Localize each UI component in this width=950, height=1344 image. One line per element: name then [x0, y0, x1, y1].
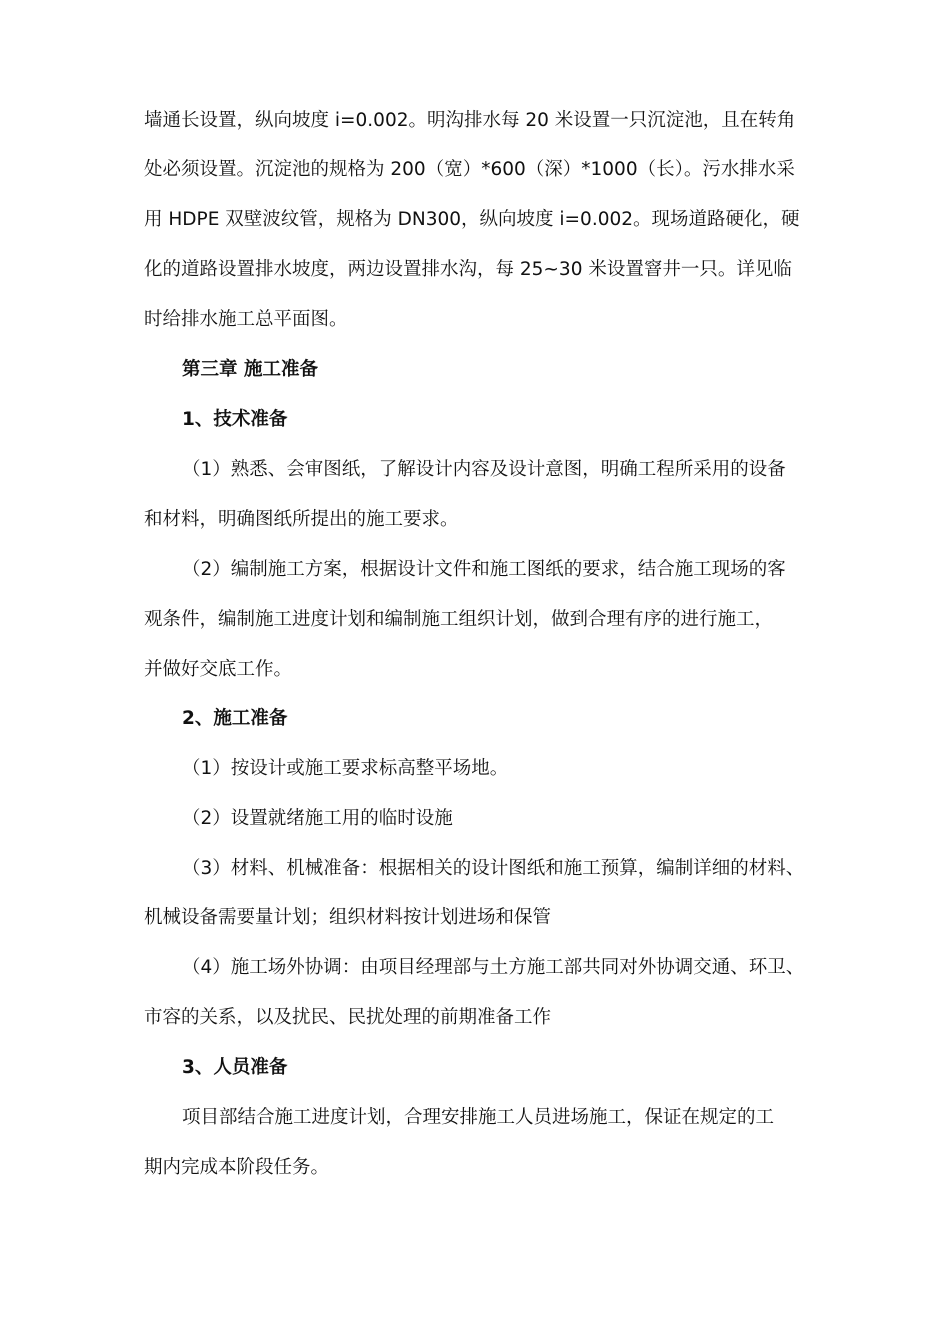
paragraph-line: 市容的关系，以及扰民、民扰处理的前期准备工作: [144, 1007, 552, 1028]
paragraph-line: 墙通长设置，纵向坡度 i=0.002。明沟排水每 20 米设置一只沉淀池，且在转角: [144, 110, 796, 131]
paragraph-line: 用 HDPE 双壁波纹管，规格为 DN300，纵向坡度 i=0.002。现场道路硬化，硬: [144, 209, 800, 230]
section-heading: 2、施工准备: [182, 708, 288, 729]
section-heading: 1、技术准备: [182, 409, 288, 430]
paragraph-line: 观条件，编制施工进度计划和编制施工组织计划，做到合理有序的进行施工，: [144, 609, 774, 630]
paragraph-line: （2）设置就绪施工用的临时设施: [182, 808, 453, 829]
paragraph-line: 机械设备需要量计划；组织材料按计划进场和保管: [144, 907, 552, 928]
chapter-heading: 第三章 施工准备: [182, 359, 318, 380]
section-heading: 3、人员准备: [182, 1057, 288, 1078]
paragraph-line: 期内完成本阶段任务。: [144, 1157, 330, 1178]
paragraph-line: （2）编制施工方案，根据设计文件和施工图纸的要求，结合施工现场的客: [182, 559, 786, 580]
paragraph-line: 和材料，明确图纸所提出的施工要求。: [144, 509, 459, 530]
paragraph-line: （1）按设计或施工要求标高整平场地。: [182, 758, 509, 779]
paragraph-line: 并做好交底工作。: [144, 659, 293, 680]
paragraph-line: 项目部结合施工进度计划，合理安排施工人员进场施工，保证在规定的工: [182, 1107, 775, 1128]
paragraph-line: 时给排水施工总平面图。: [144, 309, 348, 330]
paragraph-line: （3）材料、机械准备：根据相关的设计图纸和施工预算，编制详细的材料、: [182, 858, 805, 879]
paragraph-line: （4）施工场外协调：由项目经理部与土方施工部共同对外协调交通、环卫、: [182, 957, 805, 978]
paragraph-line: 处必须设置。沉淀池的规格为 200（宽）*600（深）*1000（长）。污水排水采: [144, 159, 795, 180]
paragraph-line: （1）熟悉、会审图纸，了解设计内容及设计意图，明确工程所采用的设备: [182, 459, 786, 480]
paragraph-line: 化的道路设置排水坡度，两边设置排水沟，每 25~30 米设置窨井一只。详见临: [144, 259, 792, 280]
